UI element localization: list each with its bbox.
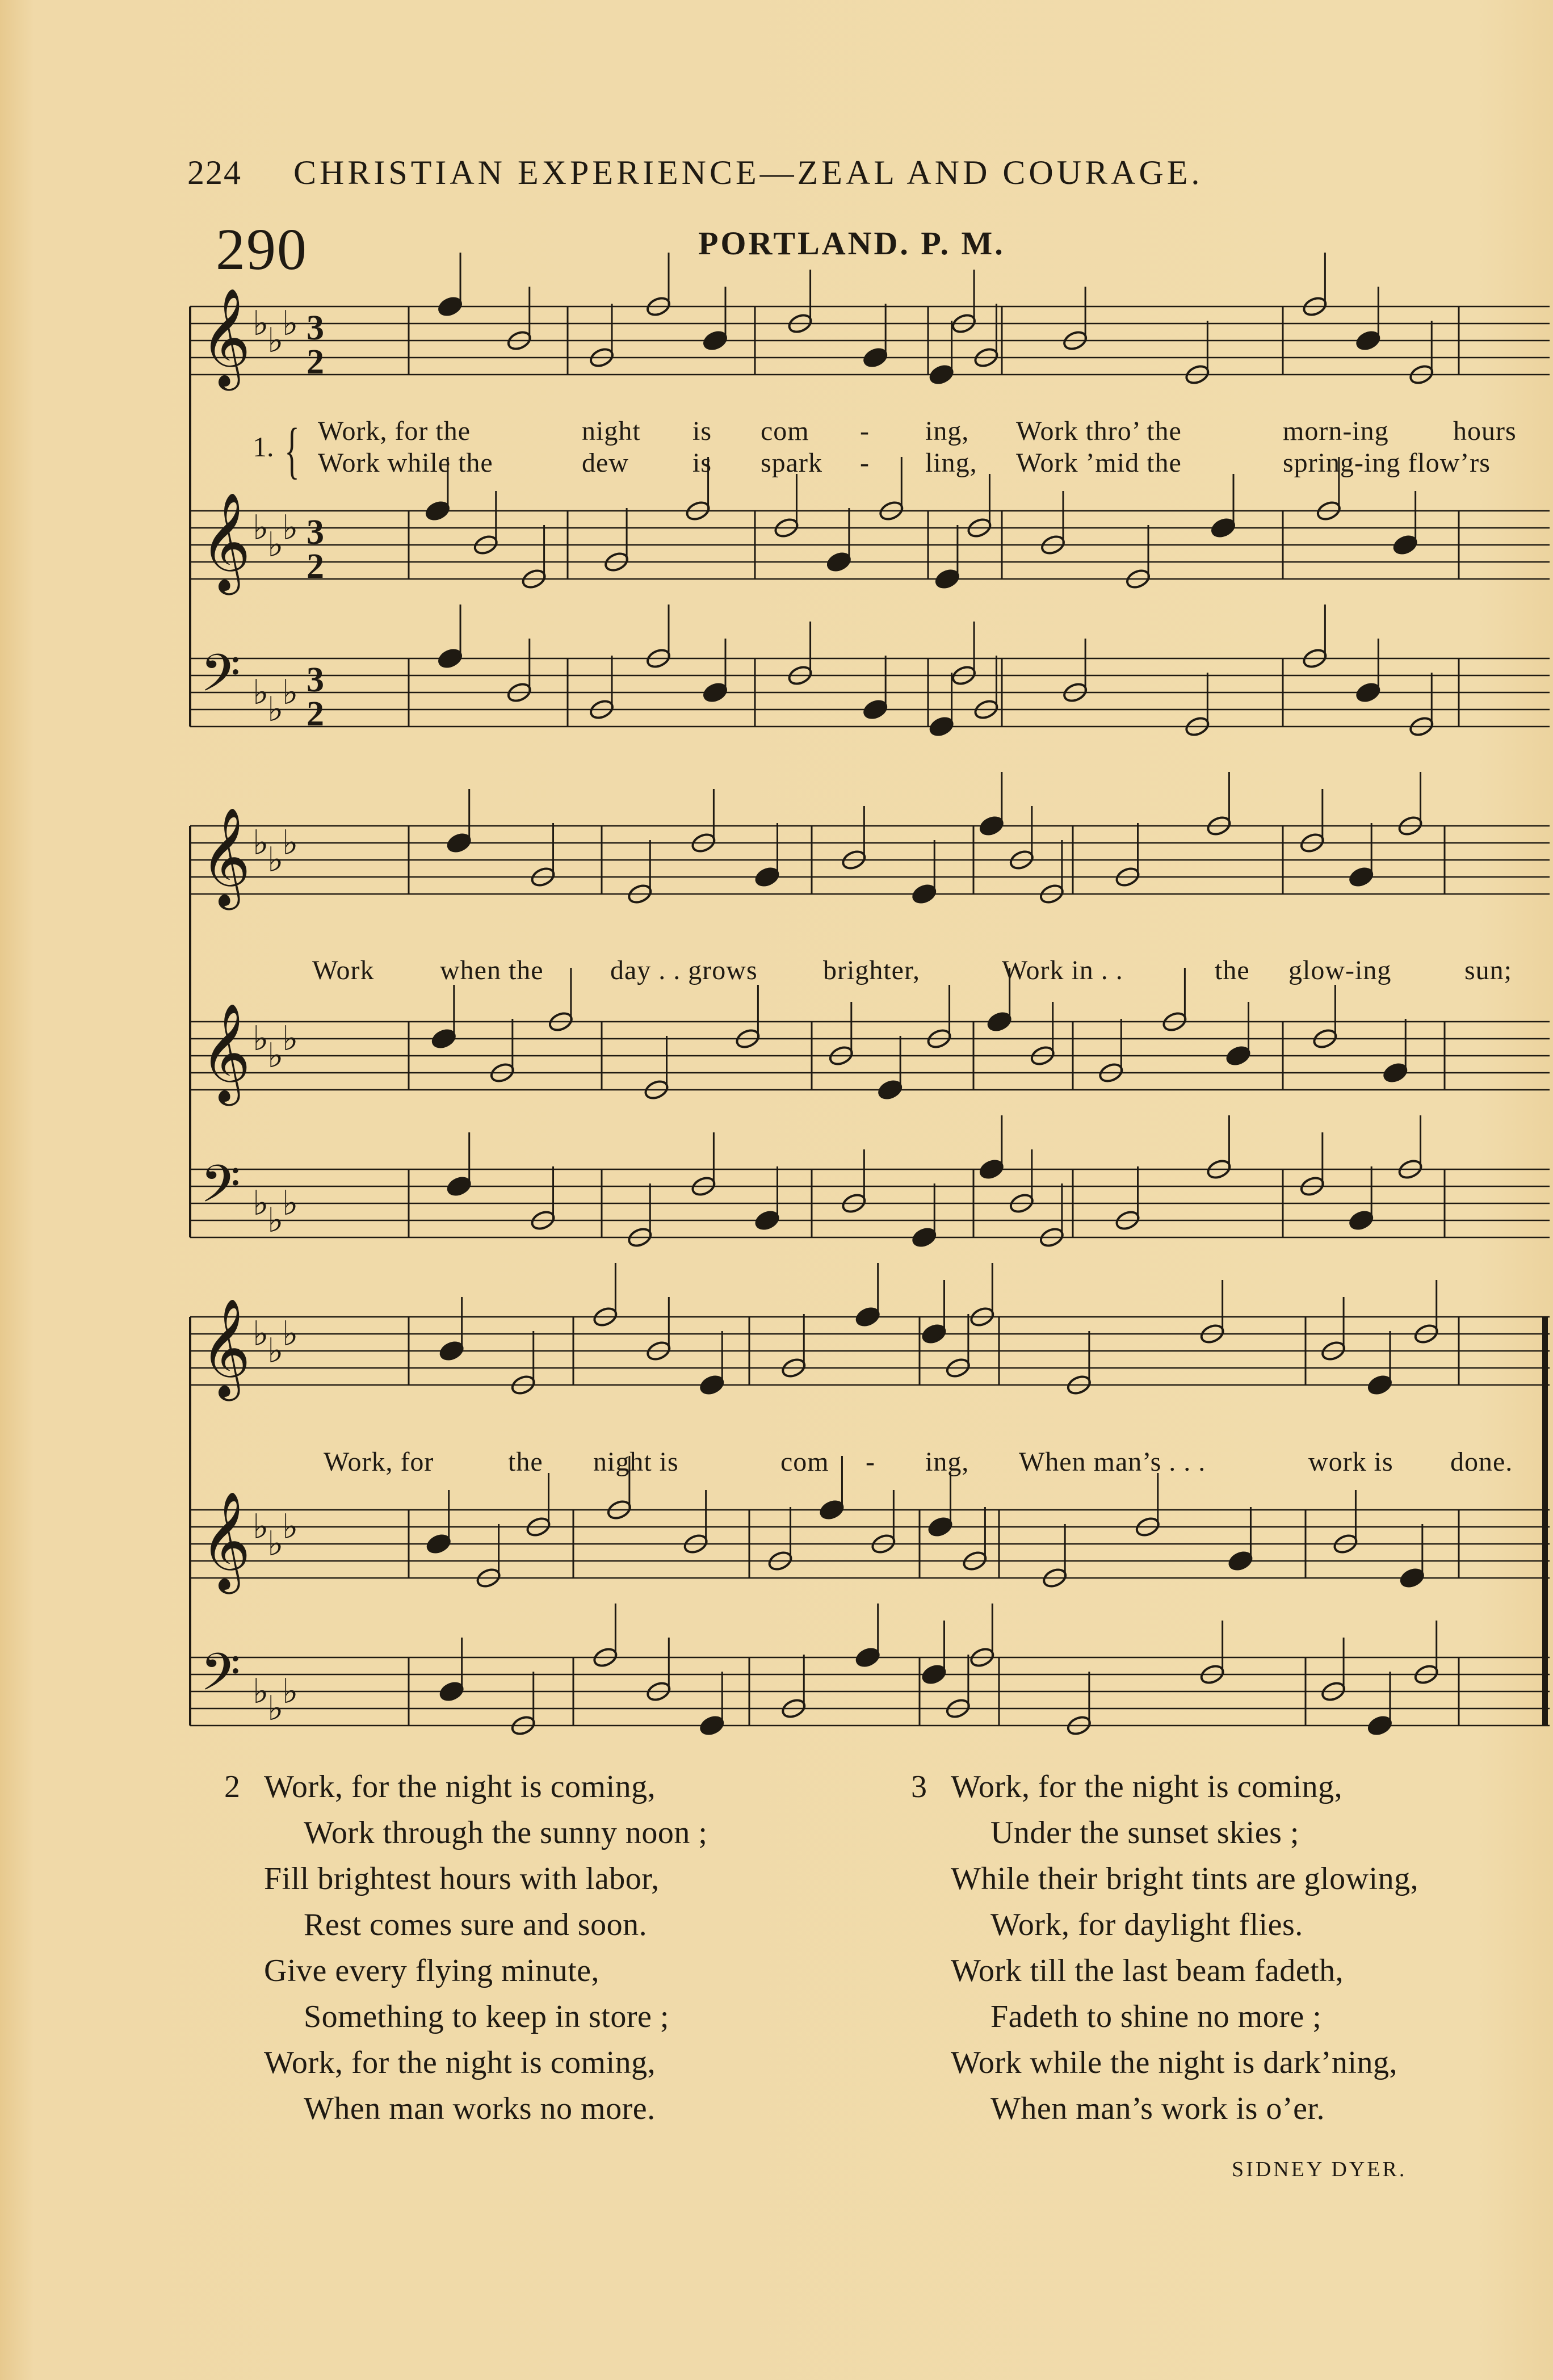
bass-clef-icon: 𝄢	[200, 643, 241, 716]
flat-icon: ♭	[282, 304, 299, 343]
flat-icon: ♭	[253, 1183, 269, 1223]
flat-icon: ♭	[253, 1507, 269, 1547]
time-signature-numerator: 3	[307, 661, 324, 699]
section-title: CHRISTIAN EXPERIENCE—ZEAL AND COURAGE.	[293, 154, 1203, 191]
lyric-syllable: Work while the	[318, 448, 493, 478]
flat-icon: ♭	[267, 1524, 284, 1564]
time-signature-denominator: 2	[307, 547, 324, 586]
lyric-syllable: is	[692, 416, 712, 446]
lyric-syllable: When man’s . . .	[1019, 1447, 1206, 1477]
stanza-number: 3	[911, 1769, 927, 1804]
flat-icon: ♭	[282, 1672, 299, 1711]
flat-icon: ♭	[282, 673, 299, 712]
stanza-line: Give every flying minute,	[264, 1953, 600, 1988]
stanza-line: When man’s work is o’er.	[990, 2091, 1325, 2126]
lyric-syllable: when the	[440, 955, 544, 985]
lyric-syllable: day . . grows	[610, 955, 758, 985]
lyric-syllable: com	[761, 416, 809, 446]
lyric-syllable: Work	[312, 955, 375, 985]
lyric-syllable: the	[508, 1447, 543, 1477]
lyric-syllable: is	[692, 448, 712, 478]
flat-icon: ♭	[253, 508, 269, 548]
flat-icon: ♭	[253, 1672, 269, 1711]
bass-clef-icon: 𝄢	[200, 1154, 241, 1227]
time-signature-denominator: 2	[307, 695, 324, 733]
lyric-syllable: spark	[761, 448, 822, 478]
stanza-line: While their bright tints are glowing,	[951, 1861, 1419, 1896]
stanza-line: Work while the night is dark’ning,	[951, 2045, 1398, 2080]
stanza-line: Work till the last beam fadeth,	[951, 1953, 1344, 1988]
stanza-line: Fill brightest hours with labor,	[264, 1861, 660, 1896]
stanza-2	[224, 1764, 708, 2132]
lyric-syllable: brighter,	[823, 955, 921, 985]
lyric-syllable: dew	[582, 448, 629, 478]
flat-icon: ♭	[267, 525, 284, 565]
treble-clef-icon: 𝄞	[200, 1491, 251, 1590]
lyric-syllable: night	[582, 416, 641, 446]
lyric-syllable: Work in . .	[1002, 955, 1123, 985]
author-credit: SIDNEY DYER.	[1232, 2157, 1407, 2181]
hymn-number: 290	[216, 217, 308, 282]
flat-icon: ♭	[282, 1183, 299, 1223]
flat-icon: ♭	[282, 508, 299, 548]
flat-icon: ♭	[282, 1019, 299, 1059]
lyric-syllable: ling,	[925, 448, 977, 478]
lyric-syllable: -	[860, 416, 870, 446]
treble-clef-icon: 𝄞	[200, 1298, 251, 1397]
flat-icon: ♭	[282, 1314, 299, 1354]
tune-title: PORTLAND. P. M.	[698, 225, 1005, 262]
lyric-syllable: ing,	[925, 1447, 969, 1477]
staff-lines	[190, 288, 1550, 1728]
verse-marker: 1.	[253, 431, 274, 463]
flat-icon: ♭	[282, 823, 299, 863]
flat-icon: ♭	[253, 673, 269, 712]
stanza-number: 2	[224, 1769, 241, 1804]
flat-icon: ♭	[267, 1331, 284, 1371]
lyric-syllable: Work, for	[324, 1447, 434, 1477]
lyric-syllable: Work ’mid the	[1016, 448, 1182, 478]
lyric-syllable: work is	[1308, 1447, 1393, 1477]
lyric-syllable: -	[860, 448, 870, 478]
flat-icon: ♭	[267, 321, 284, 360]
flat-icon: ♭	[267, 1689, 284, 1728]
time-signature-denominator: 2	[307, 343, 324, 381]
lyric-syllable: done.	[1450, 1447, 1513, 1477]
time-signature-numerator: 3	[307, 513, 324, 552]
flat-icon: ♭	[267, 690, 284, 729]
page-number: 224	[187, 154, 242, 191]
bass-clef-icon: 𝄢	[200, 1642, 241, 1715]
flat-icon: ♭	[253, 1019, 269, 1059]
treble-clef-icon: 𝄞	[200, 807, 251, 906]
lyric-syllable: morn-ing	[1283, 416, 1389, 446]
lyric-syllable: night is	[593, 1447, 679, 1477]
lyric-syllable: Work, for the	[318, 416, 471, 446]
flat-icon: ♭	[267, 840, 284, 880]
verse-brace: {	[284, 415, 300, 485]
stanza-line: Something to keep in store ;	[304, 1999, 669, 2034]
stanza-line: Fadeth to shine no more ;	[990, 1999, 1322, 2034]
lyric-syllable: hours	[1453, 416, 1517, 446]
stanza-line: 3 Work, for the night is coming,	[911, 1764, 1418, 1810]
treble-clef-icon: 𝄞	[200, 1003, 251, 1102]
lyric-syllable: -	[866, 1447, 875, 1477]
stanza-line: Rest comes sure and soon.	[304, 1907, 648, 1942]
treble-clef-icon: 𝄞	[200, 492, 251, 591]
lyric-syllable: spring-ing flow’rs	[1283, 448, 1491, 478]
stanza-line: Under the sunset skies ;	[990, 1815, 1299, 1850]
lyric-syllable: sun;	[1464, 955, 1513, 985]
flat-icon: ♭	[282, 1507, 299, 1547]
flat-icon: ♭	[267, 1036, 284, 1076]
flat-icon: ♭	[253, 823, 269, 863]
stanza-3	[911, 1764, 1418, 2132]
flat-icon: ♭	[253, 304, 269, 343]
stanza-line: When man works no more.	[304, 2091, 656, 2126]
lyric-syllable: the	[1215, 955, 1250, 985]
lyric-syllable: Work thro’ the	[1016, 416, 1182, 446]
flat-icon: ♭	[253, 1314, 269, 1354]
time-signature-numerator: 3	[307, 309, 324, 347]
stanza-line: Work through the sunny noon ;	[304, 1815, 708, 1850]
stanza-line: Work, for daylight flies.	[990, 1907, 1303, 1942]
lyric-syllable: glow-ing	[1288, 955, 1392, 985]
treble-clef-icon: 𝄞	[200, 288, 251, 387]
stanza-line: Work, for the night is coming,	[264, 2045, 656, 2080]
stanza-line: 2 Work, for the night is coming,	[224, 1764, 708, 1810]
lyric-syllable: ing,	[925, 416, 969, 446]
lyric-syllable: com	[780, 1447, 829, 1477]
flat-icon: ♭	[267, 1201, 284, 1240]
